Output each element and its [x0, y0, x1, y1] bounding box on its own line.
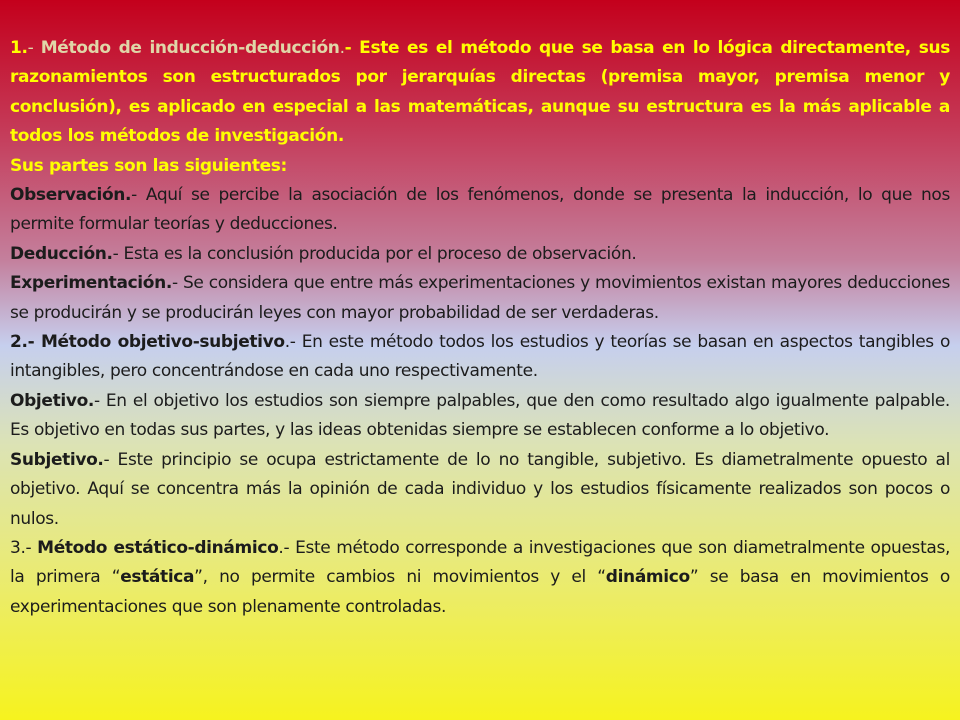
part-objetivo-term: Objetivo. [10, 390, 94, 411]
method-2-heading: 2.- Método objetivo-subjetivo [10, 332, 285, 353]
method-2-text: .- En este método todos los estudios y teorías se basan en aspectos tangibles o intangibles, pero concentrándose en cada uno respectivamente. [10, 332, 950, 382]
method-3-title: Método estático-dinámico [37, 537, 279, 558]
part-observacion-term: Observación. [10, 185, 132, 206]
slide-text-body [10, 34, 950, 622]
method-1-title-dot: . [339, 38, 345, 58]
method-2-paragraph [10, 328, 950, 387]
part-subjetivo-text: - Este principio se ocupa estrictamente de lo no tangible, subjetivo. Es diametralmente opuesto al objetivo. Aquí se concentra más la opinión de cada individuo y los estudios físicamente realizados son pocos o nulos. [10, 449, 950, 529]
part-objetivo-text: - En el objetivo los estudios son siempre palpables, que den como resultado algo igualmente palpable. Es objetivo en todas sus partes, y las ideas obtenidas siempre se establecen conforme a lo objetivo. [10, 390, 950, 441]
method-3-estatica: estática [120, 567, 195, 588]
part-observacion [10, 181, 950, 240]
part-subjetivo-term: Subjetivo. [10, 449, 104, 470]
method-1-separator: - [27, 38, 41, 58]
part-deduccion-term: Deducción. [10, 243, 113, 264]
part-experimentacion-text: - Se considera que entre más experimentaciones y movimientos existan mayores deducciones se producirán y se producirán leyes con mayor probabilidad de ser verdaderas. [10, 273, 950, 323]
part-experimentacion-term: Experimentación. [10, 273, 172, 294]
method-3-prefix: 3.- [10, 537, 38, 558]
part-objetivo [10, 387, 950, 446]
method-3-paragraph [10, 534, 950, 622]
part-deduccion [10, 240, 950, 269]
part-subjetivo [10, 446, 950, 534]
method-3-text-2: ”, no permite cambios ni movimientos y el “ [194, 567, 606, 588]
method-3-dinamico: dinámico [605, 567, 690, 588]
part-deduccion-text: - Esta es la conclusión producida por el proceso de observación. [112, 243, 637, 264]
part-observacion-text: - Aquí se percibe la asociación de los fenómenos, donde se presenta la inducción, lo que nos permite formular teorías y deducciones. [10, 185, 950, 235]
method-3-text-1: .- Este método corresponde a investigaciones que son diametralmente opuestas, la primera “ [10, 537, 951, 588]
method-1-number: 1. [10, 38, 28, 58]
part-experimentacion [10, 269, 950, 328]
method-1-title: Método de inducción-deducción [40, 38, 340, 58]
parts-heading-text: Sus partes son las siguientes: [10, 155, 288, 176]
method-3-text-3: ” se basa en movimientos o experimentaciones que son plenamente controladas. [10, 567, 950, 617]
parts-heading [10, 152, 950, 181]
method-1-intro: - Este es el método que se basa en lo lógica directamente, sus razonamientos son estructurados por jerarquías directas (premisa mayor, premisa menor y conclusión), es aplicado en especial a las matemáticas, aunque su estructura es la más aplicable a todos los métodos de investigación. [10, 38, 950, 147]
method-1-paragraph [10, 34, 950, 152]
